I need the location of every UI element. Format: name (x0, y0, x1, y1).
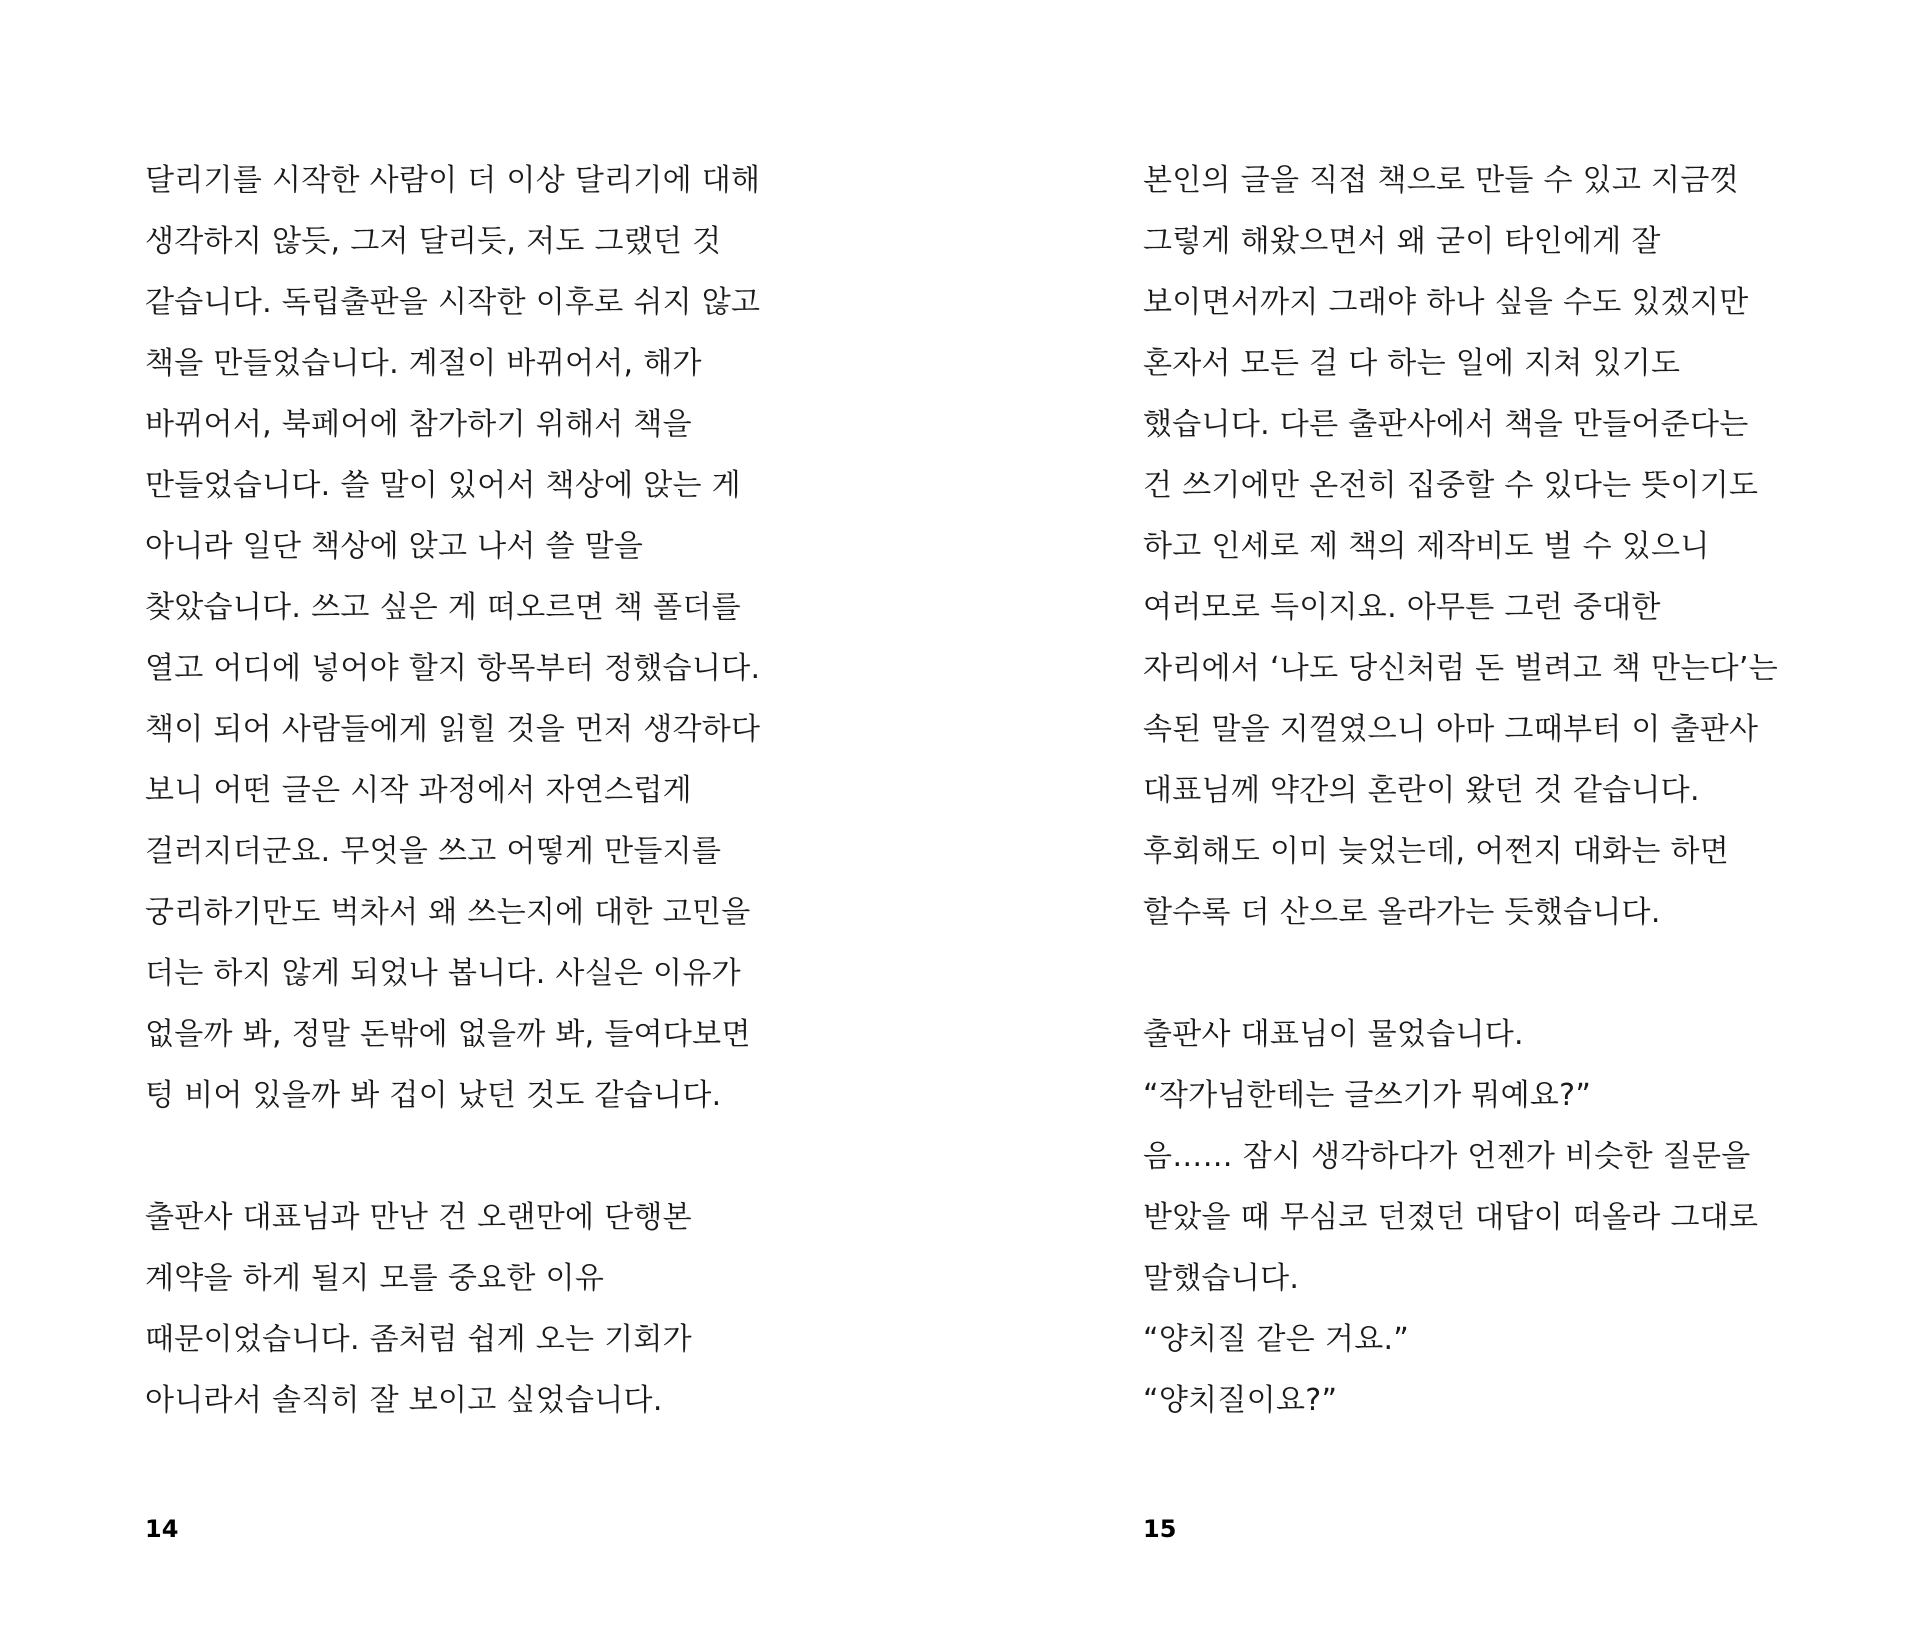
text-line: 같습니다. 독립출판을 시작한 이후로 쉬지 않고 (145, 285, 761, 320)
text-line: 계약을 하게 될지 모를 중요한 이유 (145, 1261, 605, 1296)
text-line: 바뀌어서, 북페어에 참가하기 위해서 책을 (145, 407, 692, 442)
text-line: 속된 말을 지껄였으니 아마 그때부터 이 출판사 (1143, 712, 1759, 747)
text-line: 없을까 봐, 정말 돈밖에 없을까 봐, 들여다보면 (145, 1017, 751, 1052)
text-line: 책이 되어 사람들에게 읽힐 것을 먼저 생각하다 (145, 712, 761, 747)
text-line: 텅 비어 있을까 봐 겁이 났던 것도 같습니다. (145, 1078, 722, 1113)
text-line: 그렇게 해왔으면서 왜 굳이 타인에게 잘 (1143, 224, 1661, 259)
text-line: 대표님께 약간의 혼란이 왔던 것 같습니다. (1143, 773, 1700, 808)
text-line: 출판사 대표님과 만난 건 오랜만에 단행본 (145, 1200, 692, 1235)
text-line: 하고 인세로 제 책의 제작비도 벌 수 있으니 (1143, 529, 1710, 564)
text-line: 후회해도 이미 늦었는데, 어쩐지 대화는 하면 (1143, 834, 1730, 869)
page-number: 14 (145, 1515, 179, 1543)
text-line: “양치질 같은 거요.” (1143, 1322, 1410, 1357)
text-line: 혼자서 모든 걸 다 하는 일에 지쳐 있기도 (1143, 346, 1681, 381)
text-line: 본인의 글을 직접 책으로 만들 수 있고 지금껏 (1143, 163, 1739, 198)
text-line: 생각하지 않듯, 그저 달리듯, 저도 그랬던 것 (145, 224, 722, 259)
text-line: 아니라 일단 책상에 앉고 나서 쓸 말을 (145, 529, 644, 564)
text-line: 할수록 더 산으로 올라가는 듯했습니다. (1143, 895, 1661, 930)
text-line: 음…… 잠시 생각하다가 언젠가 비슷한 질문을 (1143, 1139, 1751, 1174)
text-line: 아니라서 솔직히 잘 보이고 싶었습니다. (145, 1383, 663, 1418)
text-line: 보니 어떤 글은 시작 과정에서 자연스럽게 (145, 773, 692, 808)
page-number: 15 (1143, 1515, 1177, 1543)
text-line: 걸러지더군요. 무엇을 쓰고 어떻게 만들지를 (145, 834, 722, 869)
right-page-body (1143, 150, 1903, 1431)
text-line: 여러모로 득이지요. 아무튼 그런 중대한 (1143, 590, 1661, 625)
text-line: 했습니다. 다른 출판사에서 책을 만들어준다는 (1143, 407, 1749, 442)
text-line: 찾았습니다. 쓰고 싶은 게 떠오르면 책 폴더를 (145, 590, 741, 625)
text-line: 보이면서까지 그래야 하나 싶을 수도 있겠지만 (1143, 285, 1749, 320)
text-line: 말했습니다. (1143, 1261, 1300, 1296)
text-line: “작가님한테는 글쓰기가 뭐예요?” (1143, 1078, 1592, 1113)
left-page (145, 0, 905, 1631)
paragraph-break (1143, 943, 1903, 1004)
text-line: 출판사 대표님이 물었습니다. (1143, 1017, 1524, 1052)
text-line: 열고 어디에 넣어야 할지 항목부터 정했습니다. (145, 651, 761, 686)
text-line: 궁리하기만도 벅차서 왜 쓰는지에 대한 고민을 (145, 895, 751, 930)
paragraph-break (145, 1126, 905, 1187)
text-line: 책을 만들었습니다. 계절이 바뀌어서, 해가 (145, 346, 702, 381)
left-page-body (145, 150, 905, 1431)
text-line: 더는 하지 않게 되었나 봅니다. 사실은 이유가 (145, 956, 741, 991)
text-line: 건 쓰기에만 온전히 집중할 수 있다는 뜻이기도 (1143, 468, 1759, 503)
text-line: 때문이었습니다. 좀처럼 쉽게 오는 기회가 (145, 1322, 692, 1357)
text-line: 자리에서 ‘나도 당신처럼 돈 벌려고 책 만는다’는 (1143, 651, 1779, 686)
text-line: 달리기를 시작한 사람이 더 이상 달리기에 대해 (145, 163, 761, 198)
right-page (1143, 0, 1903, 1631)
text-line: “양치질이요?” (1143, 1383, 1338, 1418)
text-line: 만들었습니다. 쓸 말이 있어서 책상에 앉는 게 (145, 468, 741, 503)
text-line: 받았을 때 무심코 던졌던 대답이 떠올라 그대로 (1143, 1200, 1759, 1235)
